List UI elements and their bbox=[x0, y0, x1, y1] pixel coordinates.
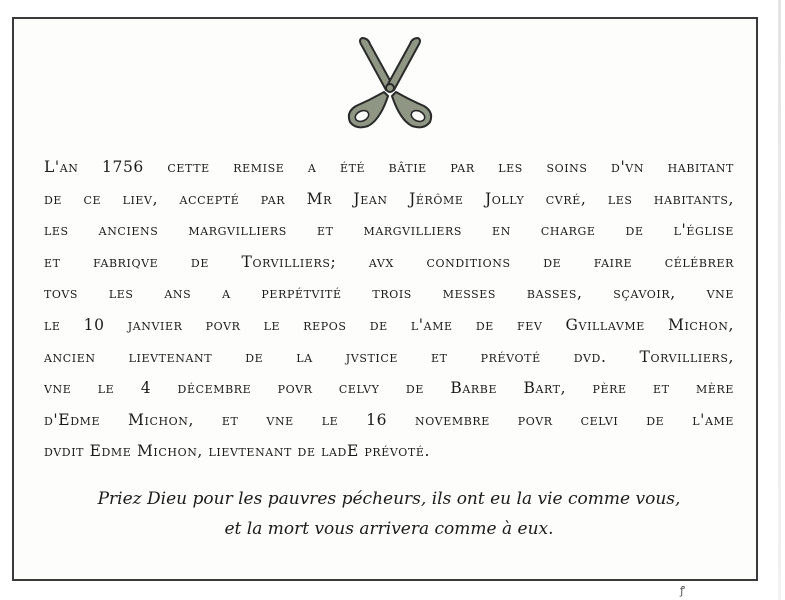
inscription-line: vne le 4 décembre povr celvy de Barbe Bart, père et mère bbox=[44, 379, 734, 398]
inscription-line: ancien lievtenant de la jvstice et prévoté dvd. Torvilliers, bbox=[44, 347, 734, 366]
prayer-text bbox=[44, 484, 734, 544]
page-edge bbox=[778, 0, 781, 600]
prayer-line-1: Priez Dieu pour les pauvres pécheurs, ils ont eu la vie comme vous, bbox=[97, 489, 681, 509]
inscription-line: L'an 1756 cette remise a été bâtie par les soins d'vn habitant bbox=[44, 158, 734, 176]
inscription-line: le 10 janvier povr le repos de l'ame de fev Gvillavme Michon, bbox=[44, 315, 734, 334]
inscription-line: et fabriqve de Torvilliers; avx conditions de faire célébrer bbox=[44, 252, 734, 271]
inscription-text bbox=[44, 152, 734, 468]
inscription-line: les anciens margvilliers et margvilliers en charge de l'église bbox=[44, 221, 734, 240]
prayer-line-2: et la mort vous arrivera comme à eux. bbox=[224, 519, 554, 539]
stray-mark: ꝭ bbox=[679, 584, 685, 597]
inscription-line: tovs les ans a perpétvité trois messes basses, sçavoir, vne bbox=[44, 284, 734, 303]
inscription-line: de ce liev, accepté par Mr Jean Jérôme Jolly cvré, les habitants, bbox=[44, 189, 734, 208]
inscription-line: d'Edme Michon, et vne le 16 novembre povr celvi de l'ame bbox=[44, 410, 734, 429]
inscription-line: dvdit Edme Michon, lievtenant de ladE prévoté. bbox=[44, 442, 430, 461]
crossed-shears-icon bbox=[340, 34, 440, 134]
